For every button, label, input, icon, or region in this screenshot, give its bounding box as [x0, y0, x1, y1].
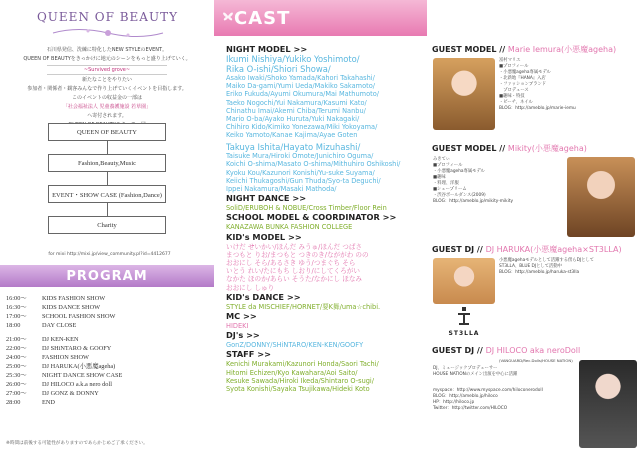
- cast-names: Taisuke Mura/Hiroki Omote/Junichiro Oguma/: [226, 152, 374, 161]
- blog-link[interactable]: BLOG：http://ameblo.jp/haruka-st3lla: [499, 270, 580, 275]
- cast-names: いとう れい/たにもち しおり/にしてくろがい: [226, 267, 360, 276]
- program-time: 16:00～: [6, 295, 27, 302]
- mixi-link[interactable]: for mixi http://mixi.jp/view_community.pl?id=4412677: [48, 252, 171, 257]
- myspace-link[interactable]: myspace：http://www.myspace.com/hiloconerodoll: [433, 388, 543, 393]
- bio-line: 小悪魔agehaモデルとして活躍する傍らDJとして: [499, 258, 595, 263]
- guest-card: [427, 40, 640, 130]
- bio-line: ・小悪魔ageha専属モデル: [433, 169, 485, 174]
- guest-card: [427, 244, 640, 339]
- intro-line: 参加者・関係者・観客みんなで作り上げていくイベントを目指します。: [27, 86, 187, 92]
- cast-names: Eriko Fukuda/Ayumi Okumura/Mai Mathumoto/: [226, 90, 379, 99]
- guest-name: Marie Iemura(小悪魔ageha): [507, 45, 617, 54]
- program-time: 25:00～: [6, 363, 27, 370]
- bio-line: ■趣味: [433, 175, 446, 180]
- guest-name: DJ HILOCO aka neroDoll: [485, 346, 581, 355]
- program-item: KIDS FASHION SHOW: [42, 295, 106, 302]
- cast-names: おおにし そら/あるさき ゆう/つまぐち そら: [226, 258, 356, 267]
- guest-heading: [432, 143, 587, 154]
- program-item: KIDS DANCE SHOW: [42, 304, 101, 311]
- bio-line: ・ファッションブランド: [499, 82, 547, 87]
- bio-line: ・料理、洋服: [433, 181, 459, 186]
- intro-line: 「社会福祉法人 児童養護施設 若草園」: [62, 104, 152, 110]
- cast-names: なかた ほのか/あらい そうた/なかにし ほなみ: [226, 275, 363, 284]
- intro-line: 石川県発信、洗練に特化したNEW STYLEのEVENT。: [46, 47, 168, 53]
- program-time: 21:00～: [6, 336, 27, 343]
- event-intro: [8, 46, 206, 130]
- intro-line: へ寄付されます。: [87, 113, 127, 119]
- guest-bio: [433, 157, 563, 205]
- flow-box: QUEEN OF BEAUTY: [48, 123, 166, 141]
- program-item: DJ KEN-KEN: [42, 336, 79, 343]
- twitter-link[interactable]: Twitter：http://twitter.com/HILOCO: [433, 406, 508, 411]
- program-item: DJ HARUKA(小悪魔ageha): [42, 363, 116, 370]
- program-time: 16:30～: [6, 304, 27, 311]
- bio-line: ■趣味・特技: [499, 94, 525, 99]
- cast-names: SoliD/ERUBOH & NOBUE/Cross Timber/Floor Rein: [226, 204, 387, 213]
- cast-names: Koichi O-shima/Masato O-shima/Mithuhiro Oshikoshi/: [226, 160, 401, 169]
- program-item: END: [42, 399, 55, 406]
- program-time: 22:00～: [6, 345, 27, 352]
- section-kids-model: KID's MODEL >>: [226, 231, 302, 242]
- cast-header: [214, 0, 427, 36]
- intro-line: このイベントの収益金の一部は: [71, 95, 142, 101]
- flow-box: Fashion,Beauty,Music: [48, 154, 166, 172]
- section-djs: DJ's >>: [226, 330, 260, 341]
- blog-link[interactable]: BLOG：http://ameblo.jp/mikity-mikity: [433, 199, 514, 204]
- program-row: [4, 344, 210, 353]
- program-item: DAY CLOSE: [42, 322, 77, 329]
- program-row: [4, 321, 210, 330]
- program-row: [4, 380, 210, 389]
- bio-line: ・小悪魔ageha専属モデル: [499, 70, 551, 75]
- cast-names: Ippei Nakamura/Masaki Mathoda/: [226, 184, 337, 193]
- guest-photo: [579, 360, 637, 448]
- program-item: NIGHT DANCE SHOW CASE: [42, 372, 123, 379]
- section-school-model: SCHOOL MODEL & COORDINATOR >>: [226, 212, 397, 223]
- program-row: [4, 303, 210, 312]
- section-kids-dance: KID's DANCE >>: [226, 291, 301, 302]
- section-staff: STAFF >>: [226, 349, 271, 360]
- flow-box: EVENT・SHOW CASE (Fashion,Dance): [48, 185, 166, 203]
- cast-names: Asako Iwaki/Shoko Yamada/Kahori Takahashi/: [226, 74, 375, 82]
- guest-role: GUEST MODEL //: [432, 144, 506, 153]
- cast-names: Ikumi Nishiya/Yukiko Yoshimoto/: [226, 55, 360, 64]
- guest-role: GUEST MODEL //: [432, 45, 506, 54]
- program-item: FASHION SHOW: [42, 354, 89, 361]
- guest-subtitle: (VANGUARD/Rec.Dolls/HOUSE NATION): [499, 358, 573, 363]
- cast-names: Chinathu Imai/Akemi Chiba/Terumi Nanbu/: [226, 106, 366, 115]
- guest-heading: [432, 346, 580, 355]
- guest-card: [427, 143, 640, 233]
- program-row: [4, 389, 210, 398]
- bio-line: ST3LLA、BLUE DJとして活動中: [499, 264, 562, 269]
- cast-panel: [214, 0, 427, 453]
- bio-line: ・渋谷ポールダンス(2009): [433, 193, 486, 198]
- bio-line: 富村マリエ: [499, 58, 521, 63]
- flow-connector: [107, 203, 108, 216]
- cast-names: Kyoku Kou/Kazunori Konishi/Yu-suke Suyama/: [226, 168, 375, 177]
- cast-names: まつもと りお/まつもと つきのき/なががわ のの: [226, 250, 369, 259]
- section-night-dance: NIGHT DANCE >>: [226, 193, 307, 204]
- guest-bio: [499, 258, 635, 276]
- cast-names: Kesuke Sawada/Hiroki Ikeda/Shintaro O-sugi/: [226, 376, 374, 385]
- program-item: SCHOOL FASHION SHOW: [42, 313, 116, 320]
- cast-names: Keiichi Thukagoshi/Gun Thuda/Syo-ta Deguchi/: [226, 176, 381, 185]
- program-row: [4, 398, 210, 407]
- flow-connector: [107, 141, 108, 154]
- guest-bio: [433, 366, 573, 412]
- cast-names: Mario O-ba/Ayako Huruta/Yuki Nakagaki/: [226, 115, 360, 124]
- program-time: 17:00～: [6, 313, 27, 320]
- cast-names: いけだ せいかい/ほんだ みうゅ/ほんだ つばさ: [226, 242, 363, 251]
- cast-names: Maiko Da-gami/Yumi Ueda/Makiko Sakamoto/: [226, 82, 375, 91]
- bio-line: ・北新地『HANA』入店: [499, 76, 546, 81]
- guest-card: [427, 346, 640, 451]
- bio-line: DJ、ミュージックプロデューサー: [433, 366, 498, 371]
- section-night-model: NIGHT MODEL >>: [226, 44, 308, 54]
- blog-link[interactable]: BLOG：http://ameblo.jp/hiloco: [433, 394, 498, 399]
- program-row: [4, 353, 210, 362]
- guest-panel: [427, 0, 640, 453]
- guest-photo: [433, 258, 495, 304]
- program-row: [4, 312, 210, 321]
- program-time: 27:00～: [6, 390, 27, 397]
- bio-line: HOUSE NATIONのメイン出演を中心に活躍: [433, 372, 518, 377]
- stella-emblem-icon: [454, 306, 474, 326]
- cast-names: Kenichi Murakami/Kazunori Honda/Saori Tachi/: [226, 360, 379, 369]
- program-item: DJ GONZ & DONNY: [42, 390, 99, 397]
- blog-link[interactable]: BLOG：http://ameblo.jp/marie-iemu: [499, 106, 576, 111]
- program-time: 18:00: [6, 322, 21, 329]
- cast-names: Syota Konishi/Sayaka Tsujikawa/Hideki Koto: [226, 384, 370, 393]
- flow-box: Charity: [48, 216, 166, 234]
- cast-names: Keiko Yamoto/Kanae Kajima/Ayae Goten: [226, 131, 358, 140]
- program-title: PROGRAM: [66, 268, 148, 284]
- program-row: [4, 335, 210, 344]
- cast-names: STYLE da MISCHIEF/HORNET/要K舞/uma☆chibi.: [226, 302, 381, 311]
- program-time: 26:00～: [6, 381, 27, 388]
- program-row: [4, 362, 210, 371]
- guest-photo: [567, 157, 635, 237]
- flow-connector: [107, 172, 108, 185]
- bio-line: ■プロフィール: [433, 163, 463, 168]
- program-item: DJ SHiNTARO & GOOFY: [42, 345, 112, 352]
- homepage-link[interactable]: HP：http://hiloco.jp: [433, 400, 475, 405]
- intro-line: 新たなことをやりたい: [81, 77, 132, 83]
- stella-wordmark: ST3LLA: [448, 330, 480, 337]
- program-time: 28:00: [6, 399, 21, 406]
- ornament-icon: [48, 26, 168, 40]
- program-row: [4, 294, 210, 303]
- program-header: [0, 265, 214, 287]
- cast-names: KANAZAWA BUNKA FASHION COLLEGE: [226, 223, 353, 232]
- guest-heading: [432, 44, 616, 55]
- guest-role: GUEST DJ //: [432, 245, 483, 254]
- program-row: [4, 371, 210, 380]
- intro-tagline: ~Survived grove~: [47, 65, 167, 75]
- cast-title: CAST: [234, 8, 291, 29]
- guest-name: Mikity(小悪魔ageha): [507, 144, 587, 153]
- stella-logo: [447, 306, 481, 338]
- bio-line: ■プロフィール: [499, 64, 529, 69]
- butterfly-icon: [221, 9, 235, 23]
- program-time: 24:00～: [6, 354, 27, 361]
- cast-names: GonZ/DONNY/SHiNTARO/KEN-KEN/GOOFY: [226, 341, 364, 350]
- program-time: 25:30～: [6, 372, 27, 379]
- program-list: [4, 294, 210, 407]
- cast-list: [226, 44, 424, 393]
- guest-name: DJ HARUKA(小悪魔ageha×ST3LLA): [485, 245, 622, 254]
- guest-heading: [432, 244, 622, 255]
- bio-line: ■シュープリーム: [433, 187, 467, 192]
- concept-flow: [48, 123, 166, 234]
- cast-names: HIDEKI: [226, 321, 249, 330]
- schedule-note: ※時間は前後する可能性がありますのであらかじめご了承ください。: [6, 441, 148, 446]
- guest-photo: [433, 58, 495, 130]
- guest-role: GUEST DJ //: [432, 346, 483, 355]
- cast-names: Rika O-ishi/Shiori Showa/: [226, 64, 331, 74]
- logo-title: QUEEN OF BEAUTY: [36, 10, 179, 24]
- cast-names: Takuya Ishita/Hayato Mizuhashi/: [226, 142, 361, 152]
- section-mc: MC >>: [226, 310, 257, 321]
- bio-line: ・ビーチ、ネイル: [499, 100, 533, 105]
- program-item: DJ HILOCO a.k.a nero doll: [42, 381, 112, 388]
- cast-names: Hitomi Echizen/Kyo Kawahara/Aoi Saito/: [226, 368, 358, 377]
- event-logo: [30, 10, 185, 44]
- cast-names: Chihiro Kido/Kimiko Yonezawa/Miki Yokoyama/: [226, 123, 378, 132]
- bio-line: プロデュース: [499, 88, 529, 93]
- cast-names: Taeko Nogochi/Yui Nakamura/Kasumi Kato/: [226, 98, 367, 107]
- left-panel: [0, 0, 214, 453]
- cast-names: おおにし しゅり: [226, 283, 275, 292]
- bio-line: みきてぃ: [433, 157, 451, 162]
- intro-line: QUEEN OF BEAUTYをきっかけに地元のシーンをもっと盛り上げていく。: [23, 56, 191, 62]
- guest-bio: [499, 58, 635, 112]
